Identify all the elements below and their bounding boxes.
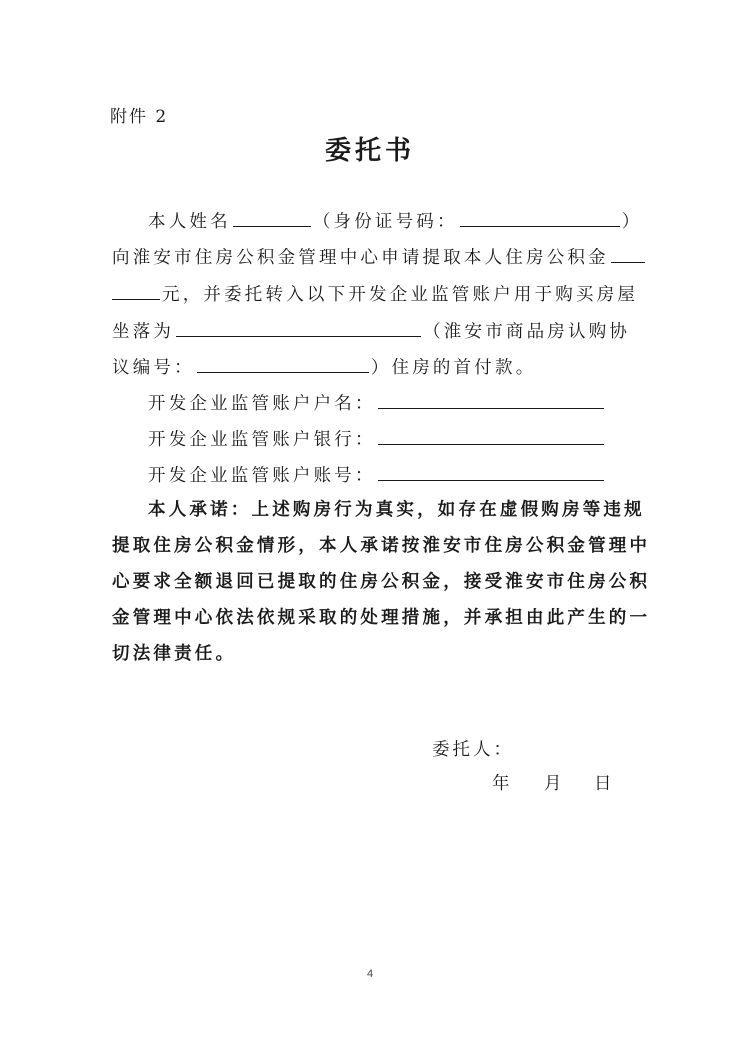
account-name-label: 开发企业监管账户户名： bbox=[148, 394, 376, 414]
paragraph-line-4 bbox=[112, 318, 630, 344]
transfer-text: 元，并委托转入以下开发企业监管账户用于购买房屋 bbox=[162, 285, 639, 305]
page-number: 4 bbox=[366, 968, 374, 980]
account-bank-label: 开发企业监管账户银行： bbox=[148, 430, 376, 450]
attachment-label: 附件 2 bbox=[110, 107, 169, 127]
agreement-number-blank bbox=[197, 354, 369, 373]
principal-label: 委托人： bbox=[432, 740, 514, 760]
pledge-line-1 bbox=[148, 498, 645, 522]
name-blank bbox=[233, 208, 311, 227]
pledge-line-3: 心要求全额退回已提取的住房公积金，接受淮安市住房公积 bbox=[112, 572, 651, 592]
account-bank-row bbox=[148, 426, 606, 452]
account-bank-blank bbox=[378, 426, 604, 445]
paragraph-line-1 bbox=[148, 208, 642, 234]
page-title: 委托书 bbox=[324, 136, 415, 166]
id-number-close: ） bbox=[621, 212, 643, 232]
pledge-text-1: 上述购房行为真实，如存在虚假购房等违规 bbox=[251, 500, 645, 520]
account-number-label: 开发企业监管账户账号： bbox=[148, 466, 376, 486]
agreement-label: （淮安市商品房认购协 bbox=[423, 322, 631, 342]
date-month-label: 月 bbox=[544, 774, 565, 794]
amount-blank-part1 bbox=[611, 244, 645, 263]
pledge-heading: 本人承诺： bbox=[148, 500, 252, 520]
agreement-number-label: 议编号： bbox=[112, 358, 195, 378]
pledge-line-5: 切法律责任。 bbox=[112, 644, 237, 664]
account-name-blank bbox=[378, 390, 604, 409]
account-name-row bbox=[148, 390, 606, 416]
account-number-row bbox=[148, 462, 606, 488]
application-text: 向淮安市住房公积金管理中心申请提取本人住房公积金 bbox=[112, 248, 609, 268]
account-number-blank bbox=[378, 462, 604, 481]
paragraph-line-3 bbox=[112, 281, 638, 307]
name-label: 本人姓名 bbox=[148, 212, 231, 232]
id-number-label: （身份证号码： bbox=[312, 212, 458, 232]
date-day-label: 日 bbox=[594, 774, 615, 794]
pledge-line-2: 提取住房公积金情形，本人承诺按淮安市住房公积金管理中 bbox=[112, 536, 651, 556]
id-number-blank bbox=[460, 208, 620, 227]
date-year-label: 年 bbox=[492, 774, 513, 794]
location-label: 坐落为 bbox=[112, 322, 175, 342]
location-blank bbox=[176, 318, 421, 337]
down-payment-text: ）住房的首付款。 bbox=[370, 358, 537, 378]
paragraph-line-2 bbox=[112, 244, 647, 270]
amount-blank-part2 bbox=[112, 281, 160, 300]
paragraph-line-5 bbox=[112, 354, 536, 380]
pledge-line-4: 金管理中心依法依规采取的处理措施，并承担由此产生的一 bbox=[112, 608, 651, 628]
